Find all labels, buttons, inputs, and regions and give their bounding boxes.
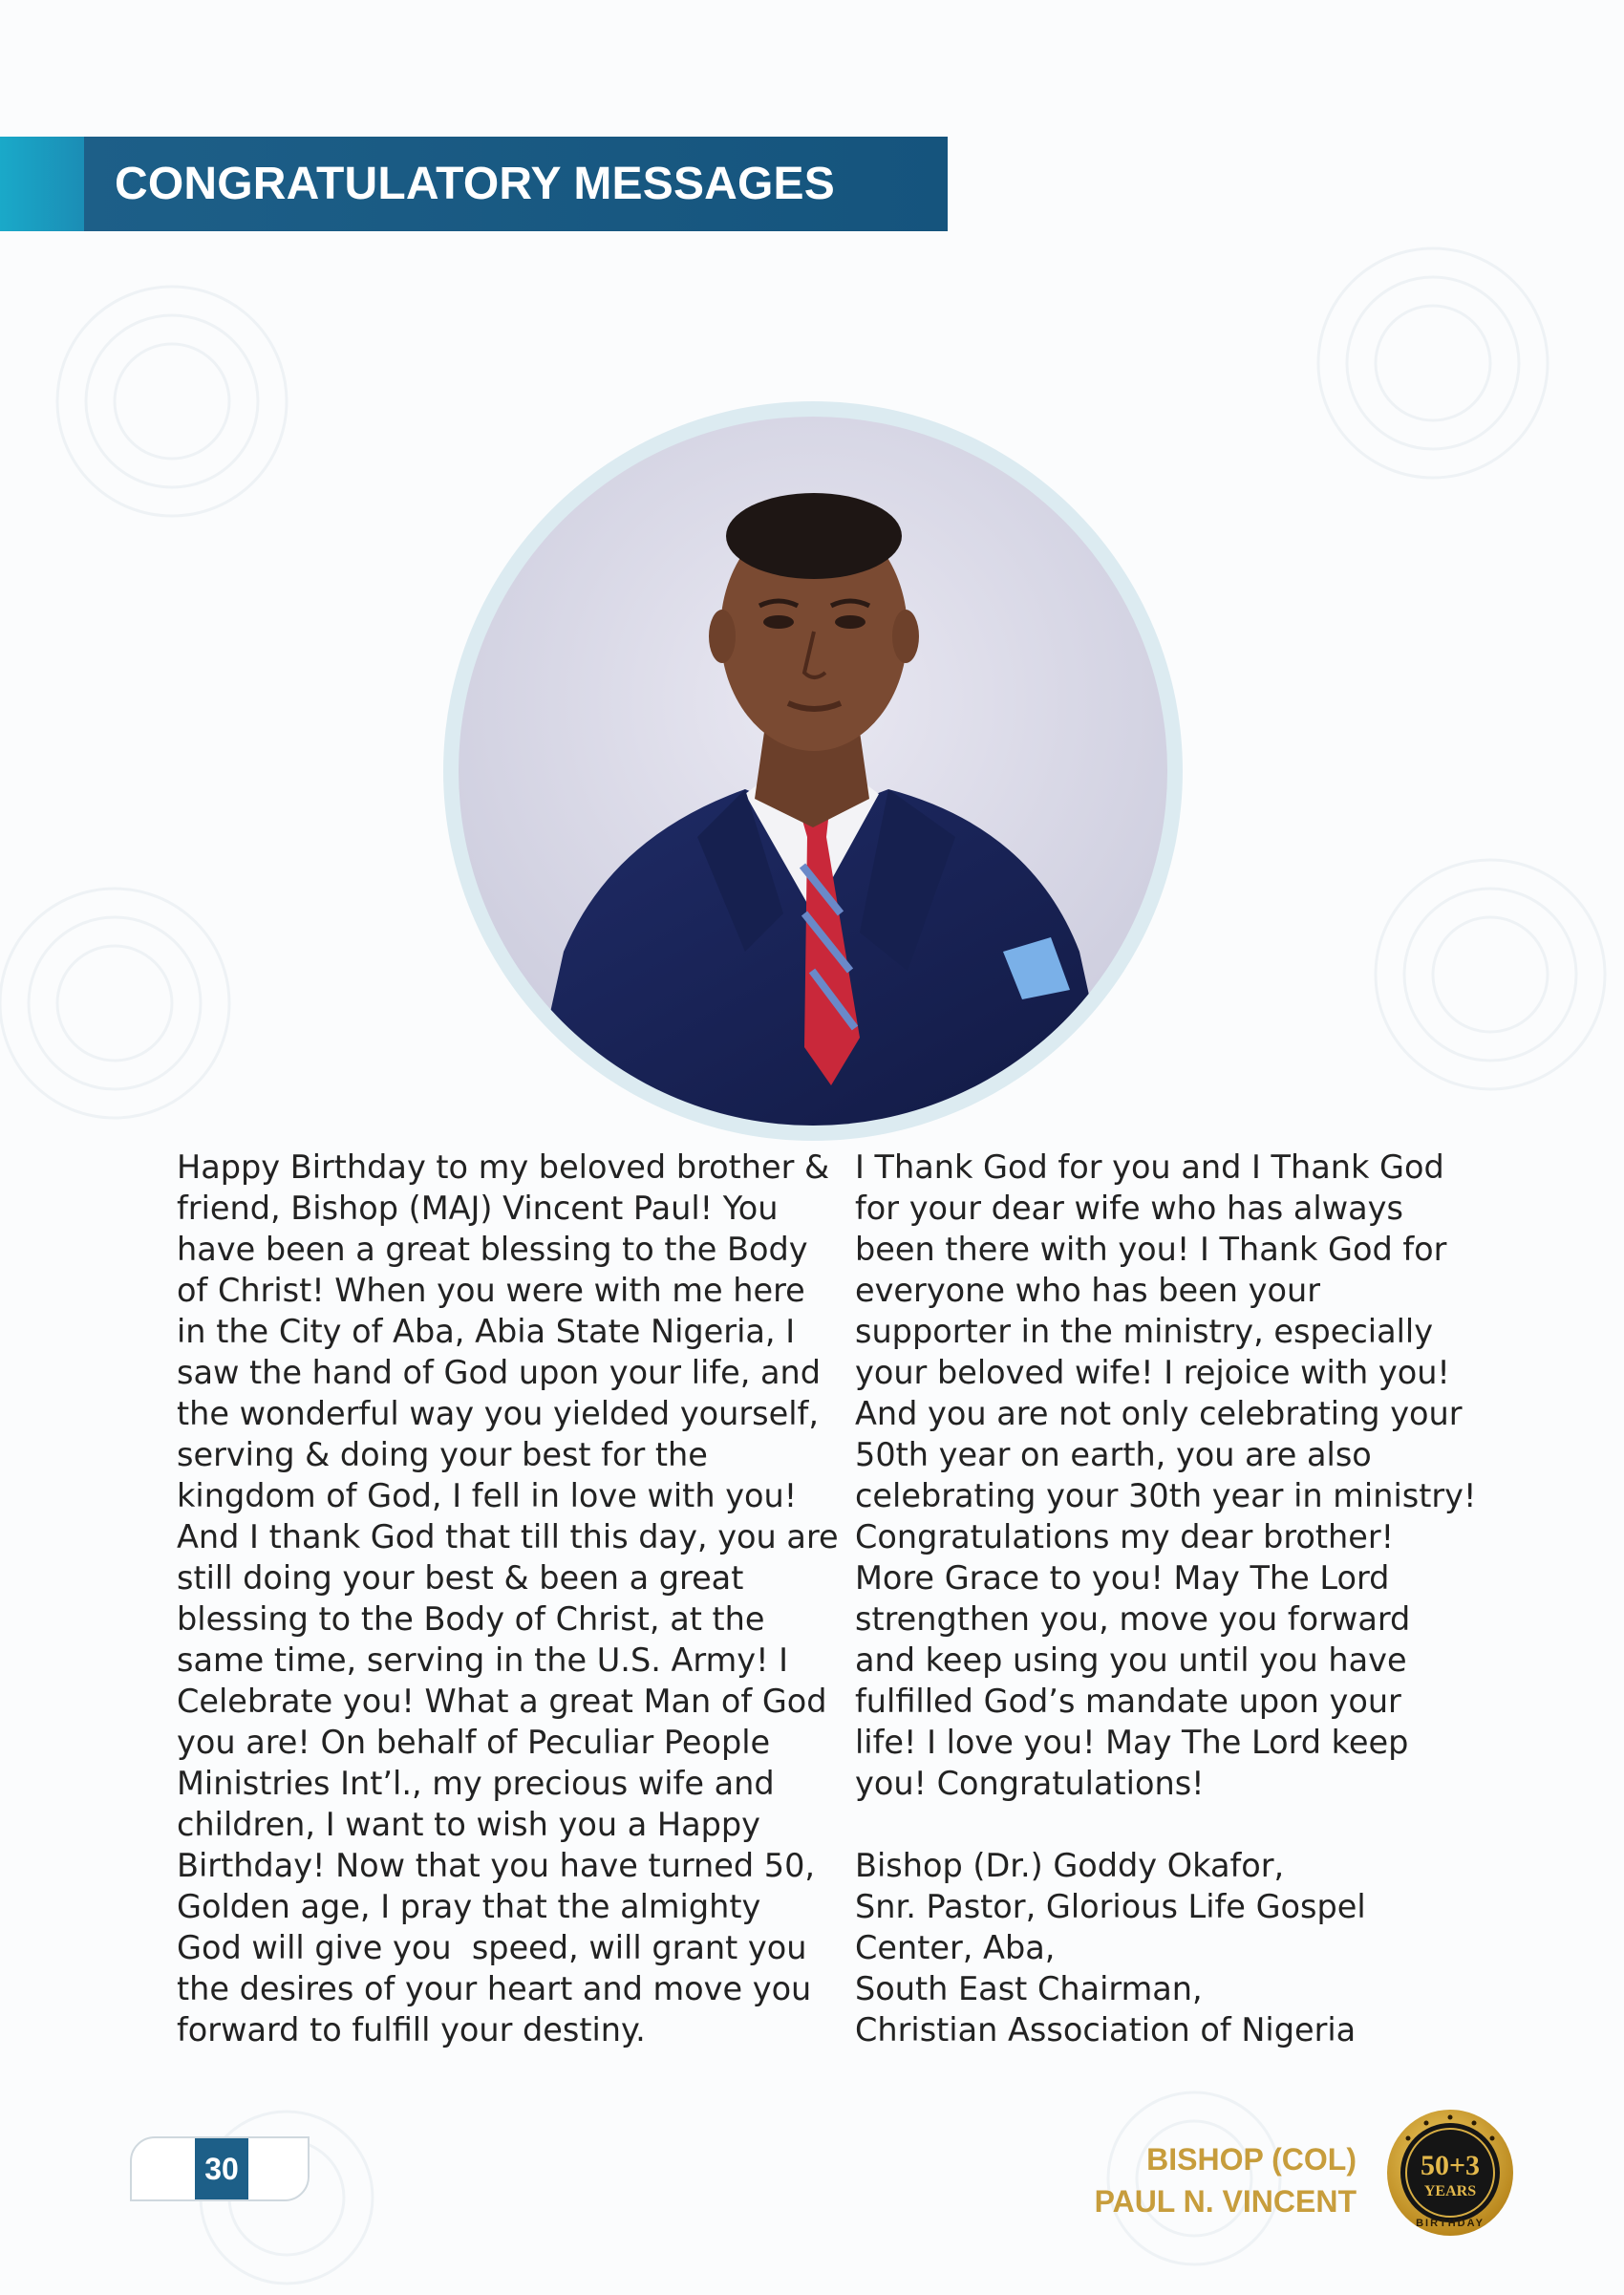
badge-birthday: BIRTHDAY bbox=[1416, 2218, 1485, 2229]
page-number: 30 bbox=[195, 2138, 248, 2199]
signature-line: Bishop (Dr.) Goddy Okafor, bbox=[855, 1847, 1285, 1884]
message-right-line: supporter in the ministry, especially bbox=[855, 1313, 1434, 1350]
header-accent bbox=[0, 137, 84, 231]
message-left-line: Celebrate you! What a great Man of God bbox=[177, 1683, 827, 1720]
badge-years: YEARS bbox=[1423, 2183, 1477, 2199]
message-left-line: same time, serving in the U.S. Army! I bbox=[177, 1641, 789, 1679]
message-right-line: 50th year on earth, you are also bbox=[855, 1436, 1372, 1473]
message-left-line: the wonderful way you yielded yourself, bbox=[177, 1395, 819, 1432]
message-left-line: children, I want to wish you a Happy bbox=[177, 1806, 760, 1843]
portrait-photo bbox=[459, 417, 1167, 1126]
message-left-line: Golden age, I pray that the almighty bbox=[177, 1888, 761, 1925]
message-left-line: Birthday! Now that you have turned 50, bbox=[177, 1847, 816, 1884]
signature-spacer bbox=[855, 1804, 1476, 1845]
message-left-line: blessing to the Body of Christ, at the bbox=[177, 1600, 765, 1638]
message-left-line: God will give you speed, will grant you bbox=[177, 1929, 807, 1966]
message-right-line: life! I love you! May The Lord keep bbox=[855, 1724, 1409, 1761]
portrait-frame bbox=[443, 401, 1183, 1141]
message-right-line: everyone who has been your bbox=[855, 1272, 1320, 1309]
message-left-line: in the City of Aba, Abia State Nigeria, I bbox=[177, 1313, 796, 1350]
message-right-line: More Grace to you! May The Lord bbox=[855, 1559, 1390, 1597]
message-right-line: fulfilled God’s mandate upon your bbox=[855, 1683, 1401, 1720]
message-left-line: still doing your best & been a great bbox=[177, 1559, 744, 1597]
message-left-line: the desires of your heart and move you bbox=[177, 1970, 812, 2007]
badge-number: 50+3 bbox=[1420, 2150, 1481, 2181]
message-right-line: been there with you! I Thank God for bbox=[855, 1231, 1447, 1268]
message-left-line: serving & doing your best for the bbox=[177, 1436, 708, 1473]
message-left-line: forward to fulfill your destiny. bbox=[177, 2011, 646, 2048]
signature-line: Snr. Pastor, Glorious Life Gospel bbox=[855, 1888, 1366, 1925]
footer-name-line1: BISHOP (COL) bbox=[1146, 2142, 1357, 2177]
message-left-line: And I thank God that till this day, you are bbox=[177, 1518, 839, 1555]
message-right-line: And you are not only celebrating your bbox=[855, 1395, 1463, 1432]
message-left-line: saw the hand of God upon your life, and bbox=[177, 1354, 822, 1391]
header-bar bbox=[84, 137, 948, 231]
birthday-badge-icon bbox=[1383, 2106, 1517, 2240]
signature-line: Christian Association of Nigeria bbox=[855, 2011, 1357, 2048]
message-left-line: friend, Bishop (MAJ) Vincent Paul! You bbox=[177, 1190, 779, 1227]
footer-name-line2: PAUL N. VINCENT bbox=[1094, 2184, 1357, 2219]
message-left-line: Happy Birthday to my beloved brother & bbox=[177, 1148, 830, 1186]
message-left-line: Ministries Int’l., my precious wife and bbox=[177, 1765, 775, 1802]
message-left-line: of Christ! When you were with me here bbox=[177, 1272, 805, 1309]
message-right-line: celebrating your 30th year in ministry! bbox=[855, 1477, 1477, 1514]
message-right-line: I Thank God for you and I Thank God bbox=[855, 1148, 1444, 1186]
page-title: CONGRATULATORY MESSAGES bbox=[115, 159, 835, 209]
message-left-column bbox=[177, 1147, 839, 2050]
page-number-tab bbox=[130, 2136, 310, 2201]
message-right-line: and keep using you until you have bbox=[855, 1641, 1407, 1679]
message-right-line: Congratulations my dear brother! bbox=[855, 1518, 1395, 1555]
message-left-line: you are! On behalf of Peculiar People bbox=[177, 1724, 771, 1761]
message-right-line: you! Congratulations! bbox=[855, 1765, 1205, 1802]
message-left-line: have been a great blessing to the Body bbox=[177, 1231, 808, 1268]
footer-celebrant-name bbox=[1095, 2138, 1357, 2222]
message-left-line: kingdom of God, I fell in love with you! bbox=[177, 1477, 798, 1514]
message-right-column bbox=[855, 1147, 1476, 2050]
message-right-line: for your dear wife who has always bbox=[855, 1190, 1403, 1227]
signature-line: Center, Aba, bbox=[855, 1929, 1056, 1966]
message-right-line: your beloved wife! I rejoice with you! bbox=[855, 1354, 1450, 1391]
portrait-illustration bbox=[459, 417, 1167, 1126]
signature-line: South East Chairman, bbox=[855, 1970, 1203, 2007]
message-right-line: strengthen you, move you forward bbox=[855, 1600, 1411, 1638]
